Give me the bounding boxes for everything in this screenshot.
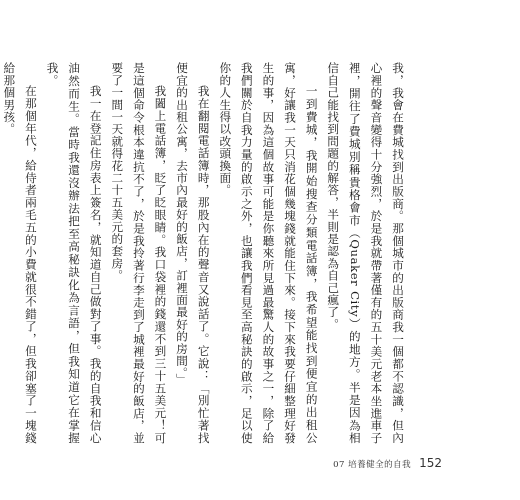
body-text bbox=[2, 62, 408, 444]
paragraph-6: 在那個年代，給侍者兩毛五的小費就很不錯了，但我卻塞了一塊錢給那個男孩。 bbox=[2, 62, 38, 444]
chapter-title: 07 培養健全的自我 bbox=[333, 460, 412, 470]
paragraph-1: 我，我會在費城找到出版商。那個城市的出版商我一個都不認識，但內心裡的聲音變得十分強烈，於是我就帶著僅有的五十美元老本坐進車子裡，開往了費城別稱貴格會市（Quaker City）的地方。半是因為相信自己能找到問題的解答，半則是認為自己瘋了。 bbox=[326, 62, 405, 444]
paragraph-4: 我闔上電話簿，眨了眨眼睛。我口袋裡的錢還不到三十五美元！可是這個命令根本違抗不了，於是我拎著行李走到了城裡最好的飯店，並要了一間一天就得花二十五美元的套房。 bbox=[110, 62, 168, 444]
page-number: 152 bbox=[419, 456, 442, 470]
page-footer bbox=[292, 456, 442, 470]
paragraph-3: 我在翻閱電話簿時，那股內在的聲音又說話了。它說：「別忙著找便宜的出租公寓，去市內最好的飯店，訂裡面最好的房間。」 bbox=[175, 62, 211, 444]
paragraph-5: 我一在登記住房表上簽名，就知道自己做對了事。我的自我和信心油然而生。當時我還沒辦法把至高秘訣化為言語，但我知道它在掌握我。 bbox=[45, 62, 103, 444]
paragraph-2: 一到費城，我開始搜查分類電話簿，我希望能找到便宜的出租公寓，好讓我一天只消花個幾塊錢就能住下來。接下來我要仔細整理好發生的事，因為這個故事可能是你聽來所見過最驚人的故事之一，除了給我們關於自我力量的啟示之外，也讓我們看見至高秘訣的啟示，足以使你的人生得以改頭換面。 bbox=[218, 62, 319, 444]
